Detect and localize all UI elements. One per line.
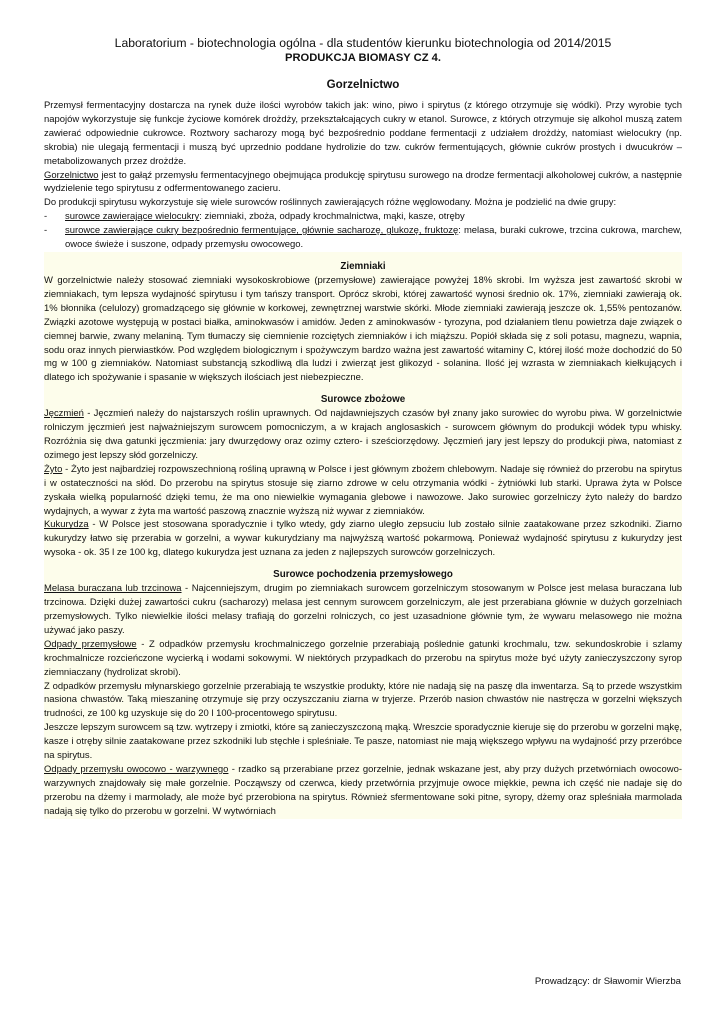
owocowe-text: - rzadko są przerabiane przez gorzelnie, jednak wskazane jest, aby przy dużych przetwórniach owocowo-warzywnych znajdowały się małe gorzelnie. Począwszy od czerwca, kiedy przetwórnia przyjmuje owoce miękkie, pewna ich część nie nadaje się do przerobu na dżemy i marmolady, ale może być przerobiona na spirytus. Również sfermentowane soki pitne, syropy, dżemy oraz spleśniała marmolada nadają się tylko do przerobu w gorzelni. W wytwórniach: [44, 763, 682, 817]
term-owocowe: Odpady przemysłu owocowo - warzywnego: [44, 763, 229, 775]
list-item-term: surowce zawierające cukry bezpośrednio fermentujące, głównie sacharozę, glukozę, fruktozę: [65, 225, 459, 237]
list-item-text: : melasa, buraki cukrowe, trzcina cukrowa, marchew, owoce świeże i suszone, odpady przemysłu owocowego.: [65, 225, 682, 251]
jeczmien-paragraph: [44, 407, 682, 463]
owocowe-paragraph: [44, 763, 682, 819]
kukurydza-paragraph: [44, 518, 682, 560]
intro-section: [44, 99, 682, 252]
section-title-przemyslowe: Surowce pochodzenia przemysłowego: [273, 569, 453, 581]
list-item: [44, 224, 682, 252]
mlynarski-paragraph: Z odpadków przemysłu młynarskiego gorzelnie przerabiają te wszystkie produkty, które nie nadają się na paszę dla inwentarza. Są to przede wszystkim nasiona chwastów. Taką mieszaninę otrzymuje się przy oczyszczaniu ziarna w tryjerze. Przerób nasion chwastów nie nastręcza w gorzelni większych trudności, ze 100 kg uzyskuje się do 20 l 100-procentowego spirytusu.: [44, 680, 682, 720]
odpady-paragraph: [44, 638, 682, 680]
melasa-text: - Najcenniejszym, drugim po ziemniakach surowcem gorzelniczym stosowanym w Polsce jest melasa buraczana lub trzcinowa. Dzięki dużej zawartości cukru (sacharozy) melasa jest cennym surowcem gorzelniczym, ale jest przerabiana głównie w dużych gorzelniach przemysłowych. Tylko niewielkie ilości melasy trafiają do gorzelni rolniczych, co jest uzasadnione głównie tym, że wywaru melasowego nie można używać jako paszy.: [44, 583, 682, 636]
zyto-paragraph: [44, 463, 682, 519]
intro-paragraph-2: [44, 169, 682, 197]
definition-text: jest to gałąź przemysłu fermentacyjnego obejmująca produkcję spirytusu surowego na drodze fermentacji alkoholowej cukrów, a następnie wydzielenie tego spirytusu z odfermentowanego zacieru.: [44, 169, 682, 195]
term-zyto: Żyto: [44, 463, 63, 475]
document-page: [44, 36, 682, 819]
bullet-dash: -: [44, 225, 48, 237]
intro-paragraph-1: Przemysł fermentacyjny dostarcza na rynek duże ilości wyrobów takich jak: wino, piwo i spirytus (z którego otrzymuje się wódki). Przy wyrobie tych napojów wykorzystuje się funkcje życiowe komórek drożdży, przekształcających cukry w etanol. Surowce, z których otrzymuje się alkohol muszą zatem zawierać odpowiednie cukrowce. Roztwory sacharozy mogą być bezpośrednio poddane fermentacji z udziałem drożdży, natomiast wielocukry (np. skrobia) nie ulegają fermentacji i muszą być uprzednio poddane hydrolizie do tzw. cukrów fermentujących, głównie cukrów prostych i dwucukrów – metabolizowanych przez drożdże.: [44, 100, 682, 167]
ziemniaki-paragraph: W gorzelnictwie należy stosować ziemniaki wysokoskrobiowe (przemysłowe) zawierające powyżej 18% skrobi. Im wyższa jest zawartość skrobi w ziemniakach, tym lepsza wydajność spirytusu i tym tańszy transport. Oprócz skrobi, której zawartość wynosi średnio ok. 17%, ziemniaki zawierają ok. 1% błonnika (celulozy) gromadzącego się głównie w korkowej, zewnętrznej warstwie skórki. Młode ziemniaki zawierają jeszcze ok. 1,55% pentozanów. Związki azotowe występują w postaci białka, aminokwasów i amidów. Jeden z aminokwasów - tyrozyna, pod działaniem tlenu powietrza daje związek o ciemnej barwie, zwany melaniną. Tym tłumaczy się ciemnienie rozciętych ziemniaków i ich miąższu. Popiół składa się z soli potasu, magnezu, wapnia, sodu oraz innych pierwiastków. Pod względem biologicznym i spożywczym bardzo ważna jest zawartość witaminy C, której ilość może dochodzić do 50 mg w 100 g ziemniaków. Natomiast substancją szkodliwą dla ludzi i zwierząt jest glikozyd - solanina. Ilość jej wzrasta w ziemniakach kiełkujących i dlatego ich spożywanie i spasanie w większych ilościach jest niebezpieczne.: [44, 274, 682, 384]
zyto-text: - Żyto jest najbardziej rozpowszechnioną rośliną uprawną w Polsce i jest głównym zbożem chlebowym. Nadaje się również do przerobu na spirytus i w ostateczności na słód. Do przerobu na spirytus stosuje się ziarno zdrowe w celu otrzymania wódki - żytniówki lub starki. Uprawa żyta w Polsce zyskała wielką popularność dzięki temu, że ma ono niewielkie wymagania glebowe i nawozowe. Jako surowiec gorzelniczy żyto należy do bardzo wydajnych, a wywar z żyta ma wartość paszową znacznie wyższą niż wywar z ziemniaków.: [44, 463, 682, 517]
intro-paragraph-3: Do produkcji spirytusu wykorzystuje się wiele surowców roślinnych zawierających różne węglowodany. Można je podzielić na dwie grupy:: [44, 197, 617, 209]
jeczmien-text: - Jęczmień należy do najstarszych roślin uprawnych. Od najdawniejszych czasów był znany jako surowiec do wyrobu piwa. W gorzelnictwie rolniczym jęczmień jest najważniejszym surowcem pomocniczym, a w krajach anglosaskich - surowcem głównym do produkcji wódek typu whisky. Rozróżnia się dwa gatunki jęczmienia: jary dwurzędowy oraz ozimy cztero- i sześciorzędowy. Jęczmień jary jest lepszy do produkcji piwa, natomiast z ozimego jest lepszy słód gorzelniczy.: [44, 408, 682, 461]
footer-author: Prowadzący: dr Sławomir Wierzba: [534, 976, 681, 987]
kukurydza-text: - W Polsce jest stosowana sporadycznie i tylko wtedy, gdy ziarno uległo zepsuciu lub zostało silnie zaatakowane przez szkodniki. Ziarno kukurydzy łatwo się przerabia w gorzelni, a wywar kukurydziany ma najwyższą wartość pokarmową. Ponieważ wydajność spirytusu z kukurydzy jest wysoka - ok. 35 l ze 100 kg, dlatego kukurydza jest uznana za jeden z najlepszych surowców gorzelniczych.: [44, 519, 682, 559]
list-item: [44, 210, 682, 224]
highlighted-content: [44, 252, 682, 819]
term-melasa: Melasa buraczana lub trzcinowa: [44, 583, 182, 595]
term-odpady: Odpady przemysłowe: [44, 638, 137, 650]
list-item-term: surowce zawierające wielocukry: [65, 211, 200, 223]
wytrzepy-paragraph: Jeszcze lepszym surowcem są tzw. wytrzepy i zmiotki, które są zanieczyszczoną mąką. Wreszcie sporadycznie kieruje się do przerobu w gorzelni mąkę, kasze i otręby silnie zaatakowane przez szkodniki lub stęchłe i spleśniałe. Te pasze, natomiast nie mają większego wpływu na wydajność przy przeróbce na spirytus.: [44, 722, 682, 762]
bullet-dash: -: [44, 211, 48, 223]
section-heading-gorzelnictwo: Gorzelnictwo: [326, 78, 400, 91]
document-title: PRODUKCJA BIOMASY CZ 4.: [284, 52, 442, 64]
raw-materials-list: [44, 210, 682, 252]
course-header: Laboratorium - biotechnologia ogólna - dla studentów kierunku biotechnologia od 2014/2015: [114, 36, 612, 50]
section-title-ziemniaki: Ziemniaki: [340, 260, 386, 272]
term-jeczmien: Jęczmień: [44, 408, 84, 420]
term-kukurydza: Kukurydza: [44, 519, 89, 531]
term-gorzelnictwo: Gorzelnictwo: [44, 169, 99, 181]
melasa-paragraph: [44, 582, 682, 638]
section-title-zbozowe: Surowce zbożowe: [320, 394, 406, 406]
list-item-text: : ziemniaki, zboża, odpady krochmalnictwa, mąki, kasze, otręby: [199, 211, 465, 223]
odpady-text: - Z odpadków przemysłu krochmalniczego gorzelnie przerabiają poślednie gatunki krochmalu, tzw. sekundoskrobie i szlamy krochmalnicze rozcieńczone wycierką i wodami sokowymi. W niektórych przypadkach do przerobu na spirytus może być użyty zanieczyszczony syrop ziemniaczany (hydrolizat skrobi).: [44, 638, 682, 678]
